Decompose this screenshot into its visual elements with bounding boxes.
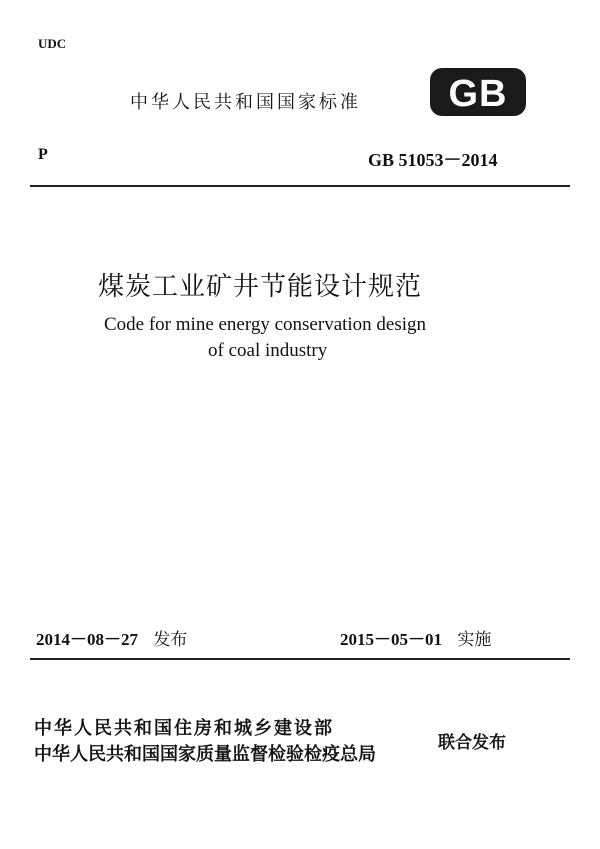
issue-date-block [36, 625, 187, 650]
standard-number: GB 51053－2014 [368, 150, 498, 170]
udc-label: UDC [38, 36, 67, 51]
english-title-line2: of coal industry [208, 340, 328, 361]
national-standard-title: 中华人民共和国国家标准 [130, 92, 361, 113]
issue-label: 发布 [153, 630, 188, 650]
gb-logo [428, 66, 528, 118]
issue-date: 2014－08－27 [36, 630, 138, 649]
issuer-line1: 中华人民共和国住房和城乡建设部 [34, 718, 334, 739]
english-title-line1: Code for mine energy conservation design [104, 314, 427, 335]
bottom-rule [30, 658, 570, 660]
classification-code: P [38, 146, 48, 163]
implement-date-block [340, 625, 491, 650]
implement-date: 2015－05－01 [340, 630, 442, 649]
chinese-title: 煤炭工业矿井节能设计规范 [98, 272, 423, 302]
issuer-line2: 中华人民共和国国家质量监督检验检疫总局 [34, 744, 376, 765]
top-rule [30, 185, 570, 187]
joint-issue-label: 联合发布 [438, 733, 506, 753]
implement-label: 实施 [457, 630, 492, 650]
gb-logo-text: GB [448, 73, 508, 115]
